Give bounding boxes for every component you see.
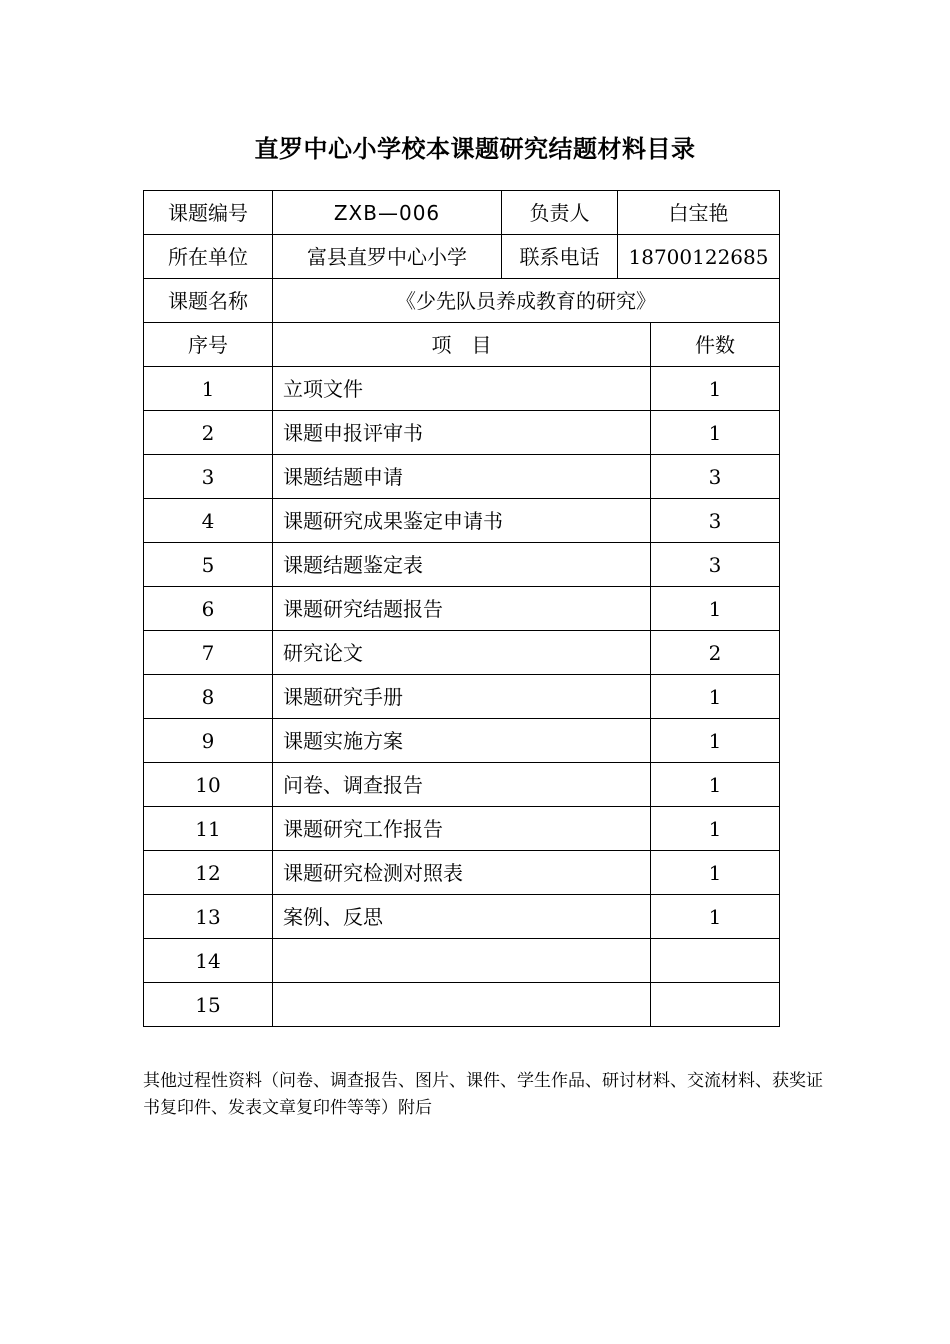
row-count: [651, 939, 780, 983]
row-item: 研究论文: [273, 631, 651, 675]
row-item: 课题研究工作报告: [273, 807, 651, 851]
header-row-name: [144, 279, 780, 323]
row-no: 1: [144, 367, 273, 411]
row-item: 案例、反思: [273, 895, 651, 939]
name-value: 《少先队员养成教育的研究》: [273, 279, 780, 323]
phone-value: 18700122685: [618, 235, 780, 279]
table-row: [144, 587, 780, 631]
table-row: [144, 455, 780, 499]
row-count: 3: [651, 499, 780, 543]
row-no: 12: [144, 851, 273, 895]
header-row-code: [144, 191, 780, 235]
table-row: [144, 763, 780, 807]
row-count: 1: [651, 367, 780, 411]
appendix-note: 其他过程性资料（问卷、调查报告、图片、课件、学生作品、研讨材料、交流材料、获奖证书复印件、发表文章复印件等等）附后: [143, 1071, 823, 1118]
table-row: [144, 675, 780, 719]
table-row: [144, 499, 780, 543]
row-count: 1: [651, 895, 780, 939]
row-no: 4: [144, 499, 273, 543]
row-count: 1: [651, 851, 780, 895]
row-item: 课题研究结题报告: [273, 587, 651, 631]
row-item: 课题研究手册: [273, 675, 651, 719]
row-count: [651, 983, 780, 1027]
table-row: [144, 807, 780, 851]
table-row: [144, 983, 780, 1027]
code-label: 课题编号: [144, 191, 273, 235]
row-item: 课题研究成果鉴定申请书: [273, 499, 651, 543]
table-row: [144, 719, 780, 763]
row-item: 立项文件: [273, 367, 651, 411]
row-item: [273, 983, 651, 1027]
row-item: 课题实施方案: [273, 719, 651, 763]
row-count: 1: [651, 719, 780, 763]
name-label: 课题名称: [144, 279, 273, 323]
row-no: 2: [144, 411, 273, 455]
phone-label: 联系电话: [502, 235, 618, 279]
table-row: [144, 895, 780, 939]
unit-label: 所在单位: [144, 235, 273, 279]
row-no: 6: [144, 587, 273, 631]
document-title: 直罗中心小学校本课题研究结题材料目录: [254, 135, 696, 163]
row-count: 1: [651, 587, 780, 631]
table-row: [144, 367, 780, 411]
leader-label: 负责人: [502, 191, 618, 235]
row-count: 1: [651, 675, 780, 719]
row-item: 课题结题申请: [273, 455, 651, 499]
row-no: 11: [144, 807, 273, 851]
table-row: [144, 939, 780, 983]
row-no: 9: [144, 719, 273, 763]
row-no: 14: [144, 939, 273, 983]
row-count: 3: [651, 455, 780, 499]
row-count: 2: [651, 631, 780, 675]
table-row: [144, 851, 780, 895]
code-value: ZXB—006: [273, 191, 502, 235]
row-no: 7: [144, 631, 273, 675]
unit-value: 富县直罗中心小学: [273, 235, 502, 279]
row-no: 3: [144, 455, 273, 499]
header-row-unit: [144, 235, 780, 279]
row-item: 课题研究检测对照表: [273, 851, 651, 895]
column-header-row: [144, 323, 780, 367]
table-row: [144, 411, 780, 455]
column-header-item: 项 目: [273, 323, 651, 367]
row-no: 13: [144, 895, 273, 939]
row-no: 5: [144, 543, 273, 587]
row-item: 课题结题鉴定表: [273, 543, 651, 587]
row-count: 1: [651, 807, 780, 851]
column-header-no: 序号: [144, 323, 273, 367]
table-row: [144, 543, 780, 587]
row-no: 8: [144, 675, 273, 719]
row-no: 10: [144, 763, 273, 807]
row-count: 1: [651, 411, 780, 455]
leader-value: 白宝艳: [618, 191, 780, 235]
row-item: 问卷、调查报告: [273, 763, 651, 807]
row-no: 15: [144, 983, 273, 1027]
row-count: 3: [651, 543, 780, 587]
row-item: 课题申报评审书: [273, 411, 651, 455]
materials-table: [143, 190, 780, 1027]
row-item: [273, 939, 651, 983]
column-header-count: 件数: [651, 323, 780, 367]
row-count: 1: [651, 763, 780, 807]
table-row: [144, 631, 780, 675]
